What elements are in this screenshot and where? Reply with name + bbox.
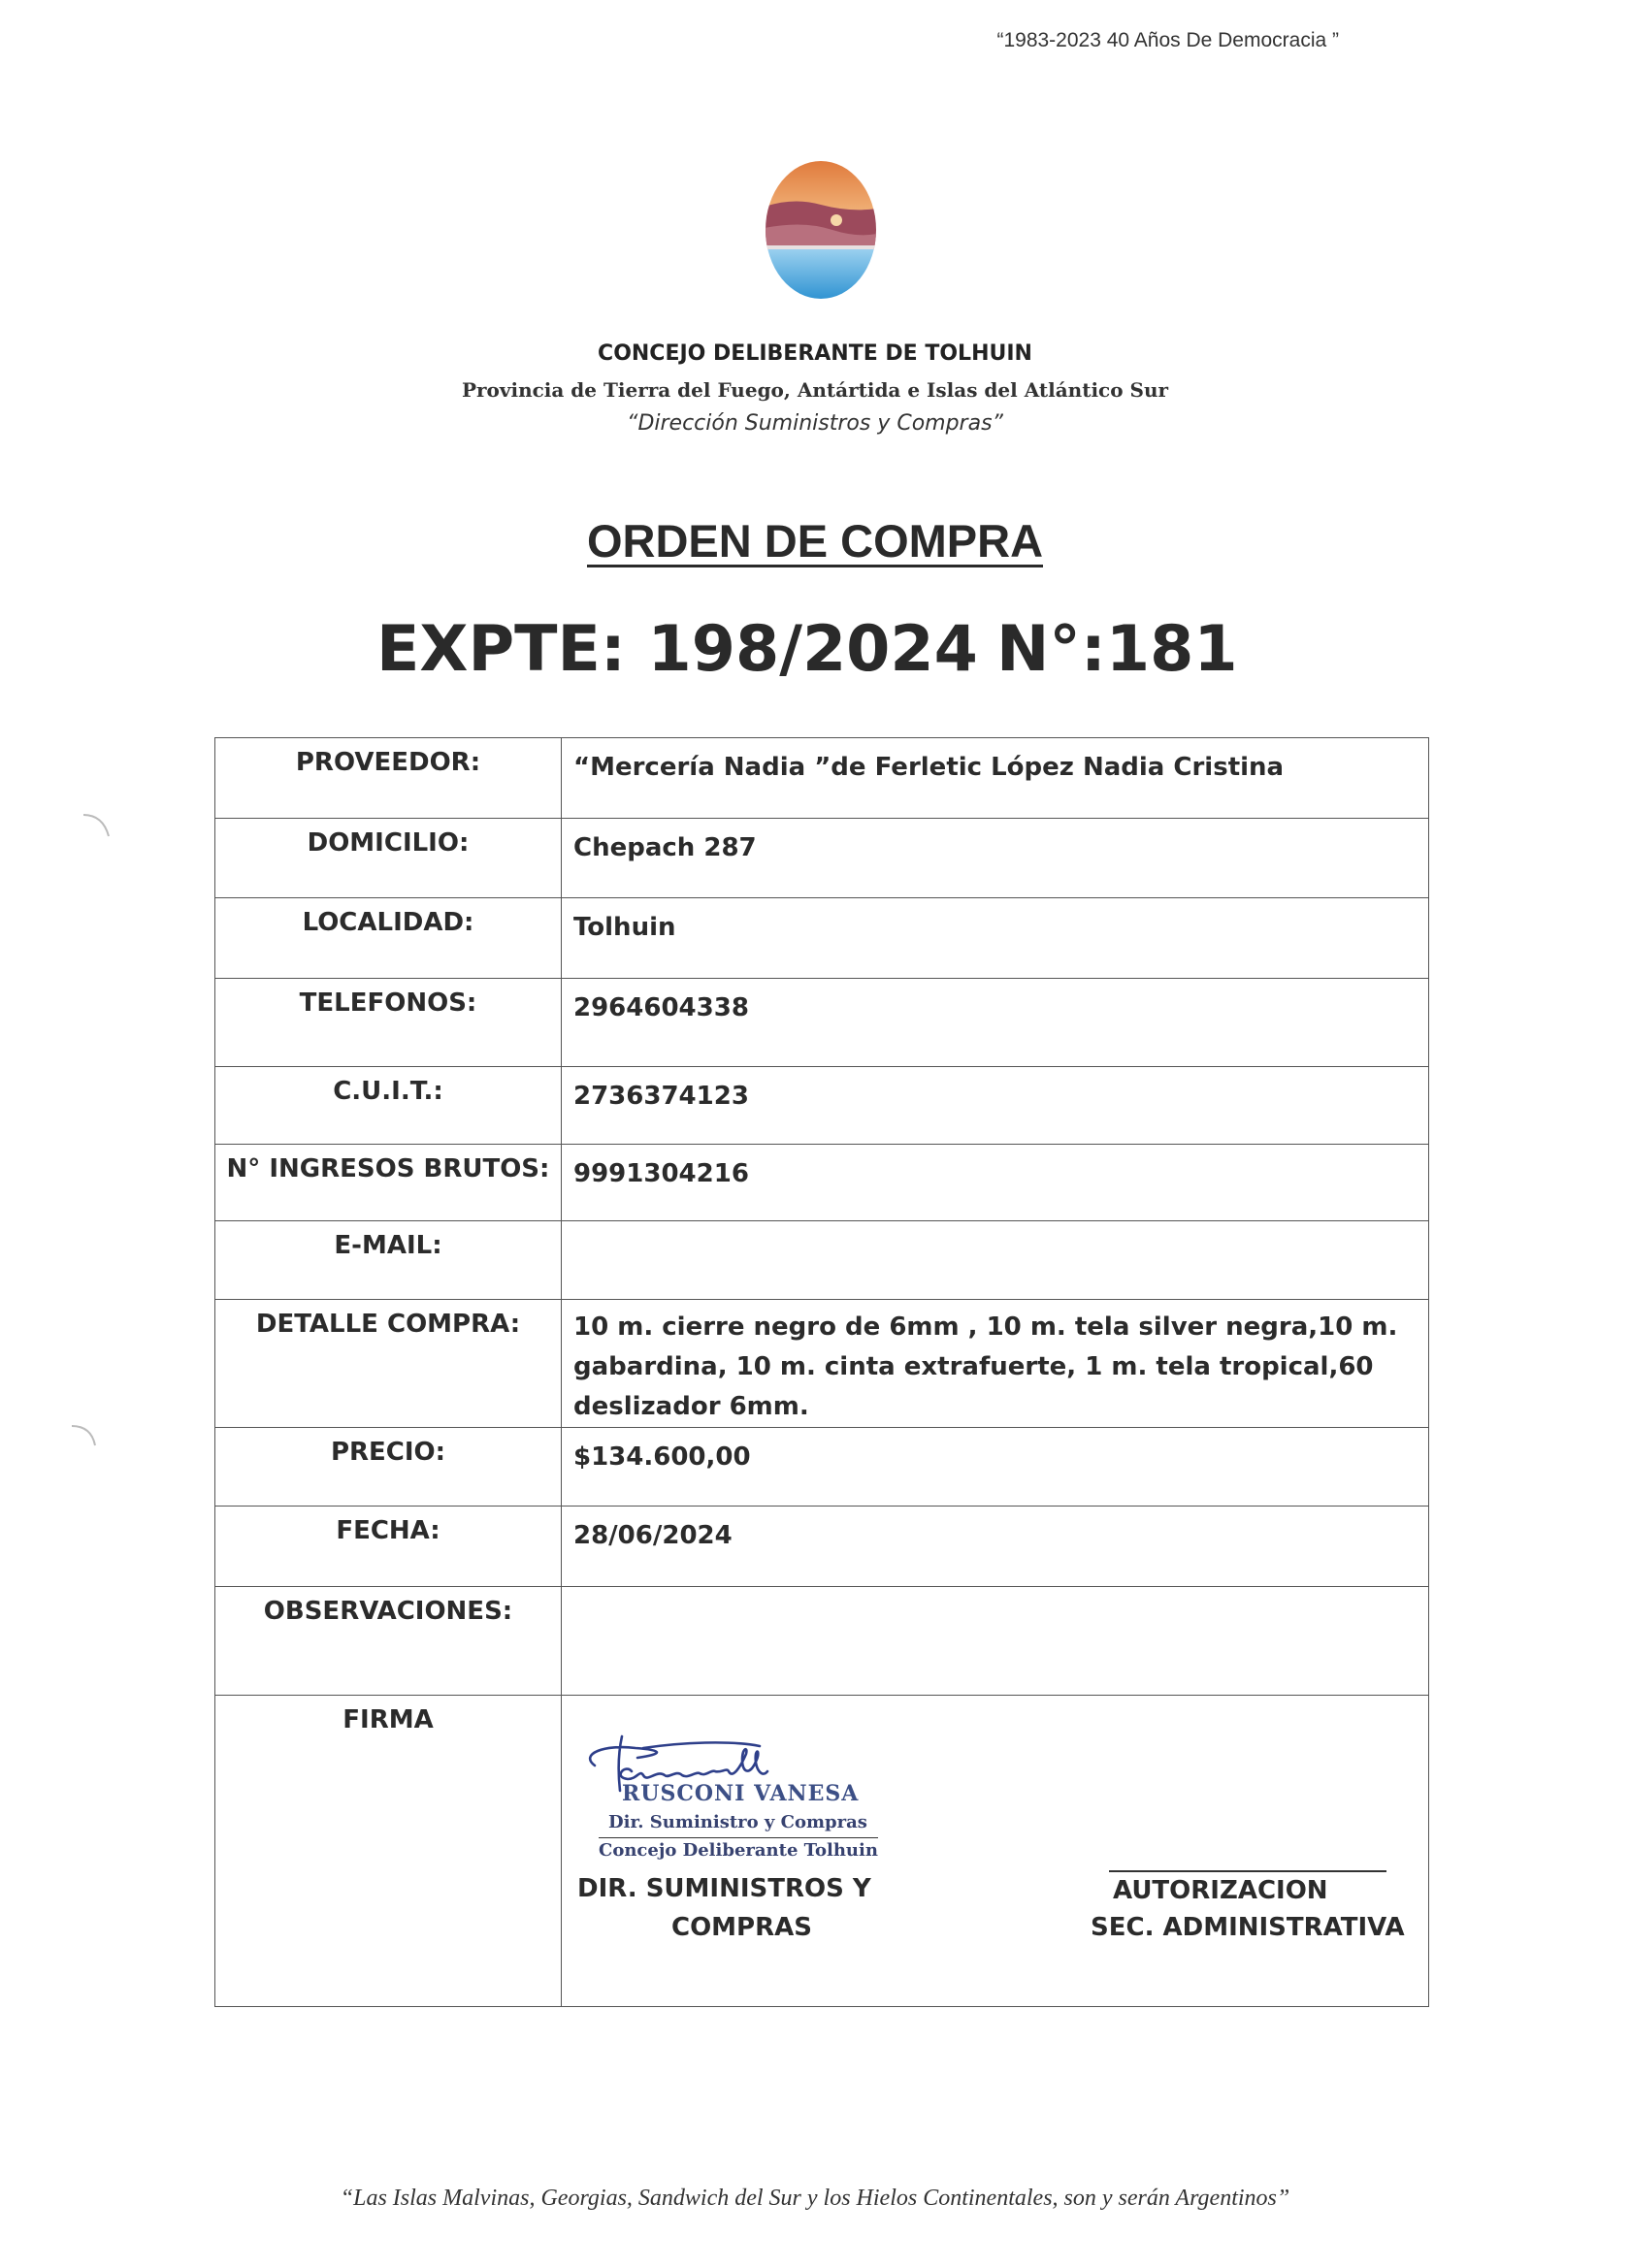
field-value: 2736374123 bbox=[562, 1067, 1429, 1145]
expediente-number: EXPTE: 198/2024 bbox=[376, 613, 978, 686]
province-name: Provincia de Tierra del Fuego, Antártida e Islas del Atlántico Sur bbox=[461, 378, 1169, 402]
signature-label: FIRMA bbox=[215, 1696, 562, 2007]
authorization-title-line1: AUTORIZACION bbox=[1113, 1876, 1328, 1905]
table-row bbox=[215, 1145, 1429, 1221]
department-name: “Dirección Suministros y Compras” bbox=[627, 411, 1003, 436]
table-row bbox=[215, 1428, 1429, 1507]
table-row bbox=[215, 1587, 1429, 1696]
punch-hole-mark bbox=[68, 1418, 107, 1457]
field-value: Tolhuin bbox=[562, 898, 1429, 979]
table-row bbox=[215, 1300, 1429, 1428]
field-value bbox=[562, 1221, 1429, 1300]
table-row bbox=[215, 1221, 1429, 1300]
order-number: N°:181 bbox=[996, 613, 1238, 686]
field-label: N° INGRESOS BRUTOS: bbox=[215, 1145, 562, 1221]
signature-area bbox=[562, 1696, 1429, 2007]
table-row bbox=[215, 979, 1429, 1067]
order-table bbox=[214, 737, 1429, 2007]
field-label: C.U.I.T.: bbox=[215, 1067, 562, 1145]
council-logo bbox=[765, 160, 877, 300]
field-value: 10 m. cierre negro de 6mm , 10 m. tela silver negra,10 m. gabardina, 10 m. cinta extrafuerte, 1 m. tela tropical,60 deslizador 6mm. bbox=[562, 1300, 1429, 1428]
field-label: E-MAIL: bbox=[215, 1221, 562, 1300]
document-title bbox=[0, 514, 1630, 567]
document-title-text: ORDEN DE COMPRA bbox=[586, 515, 1044, 567]
field-value: 2964604338 bbox=[562, 979, 1429, 1067]
field-label: PROVEEDOR: bbox=[215, 738, 562, 819]
field-value bbox=[562, 1587, 1429, 1696]
field-value: 28/06/2024 bbox=[562, 1507, 1429, 1587]
field-value: “Mercería Nadia ”de Ferletic López Nadia Cristina bbox=[562, 738, 1429, 819]
authorization-signature-line bbox=[1109, 1870, 1386, 1872]
stamp-name: RUSCONI VANESA bbox=[622, 1781, 860, 1806]
institution-name: CONCEJO DELIBERANTE DE TOLHUIN bbox=[598, 341, 1032, 366]
field-value: $134.600,00 bbox=[562, 1428, 1429, 1507]
authorization-title-line2: SEC. ADMINISTRATIVA bbox=[1091, 1913, 1405, 1942]
field-label: LOCALIDAD: bbox=[215, 898, 562, 979]
signatory-title-line2: COMPRAS bbox=[671, 1913, 812, 1942]
footer-motto: “Las Islas Malvinas, Georgias, Sandwich del Sur y los Hielos Continentales, son y serán Argentinos” bbox=[340, 2186, 1290, 2211]
table-row bbox=[215, 738, 1429, 819]
field-label: TELEFONOS: bbox=[215, 979, 562, 1067]
field-label: OBSERVACIONES: bbox=[215, 1587, 562, 1696]
motto-text: “1983-2023 40 Años De Democracia ” bbox=[996, 29, 1339, 51]
field-label: PRECIO: bbox=[215, 1428, 562, 1507]
field-label: DOMICILIO: bbox=[215, 819, 562, 898]
table-row bbox=[215, 1507, 1429, 1587]
table-row bbox=[215, 819, 1429, 898]
field-label: FECHA: bbox=[215, 1507, 562, 1587]
stamp-organization: Concejo Deliberante Tolhuin bbox=[599, 1837, 878, 1861]
signature-row bbox=[215, 1696, 1429, 2007]
punch-hole-mark bbox=[80, 807, 118, 846]
table-row bbox=[215, 898, 1429, 979]
field-label: DETALLE COMPRA: bbox=[215, 1300, 562, 1428]
field-value: 9991304216 bbox=[562, 1145, 1429, 1221]
stamp-role: Dir. Suministro y Compras bbox=[608, 1812, 867, 1832]
signatory-title-line1: DIR. SUMINISTROS Y bbox=[577, 1874, 871, 1903]
field-value: Chepach 287 bbox=[562, 819, 1429, 898]
table-row bbox=[215, 1067, 1429, 1145]
